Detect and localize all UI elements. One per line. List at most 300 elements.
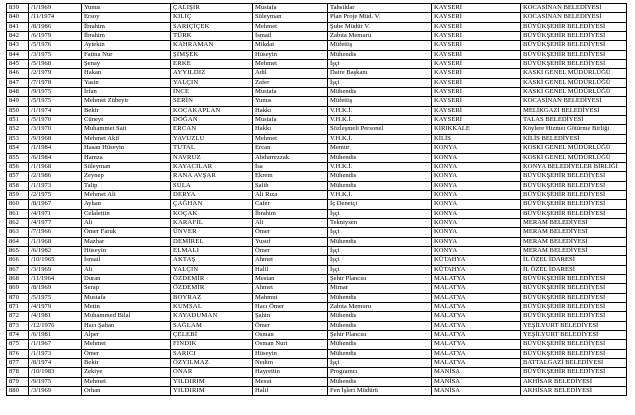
province-cell: MANİSA [432, 368, 521, 377]
institution-cell: Köylere Hizmet Götürme Birliği [521, 125, 627, 134]
position-cell: Şube Müdür V. [328, 22, 432, 31]
province-cell: KÜTAHYA [432, 265, 521, 274]
position-cell: V.H.K.İ. [328, 116, 432, 125]
surname-cell: DERYA [171, 190, 253, 199]
position-cell: Zabıta Memuru [328, 303, 432, 312]
province-cell: MALATYA [432, 274, 521, 283]
institution-cell: KOSKİ GENEL MÜDÜRLÜĞÜ [521, 153, 627, 162]
first-name-cell: İbrahim [82, 32, 171, 41]
surname-cell: KUMSAL [171, 303, 253, 312]
table-row [7, 312, 627, 321]
row-number-cell: 858 [7, 181, 29, 190]
province-cell: KONYA [432, 172, 521, 181]
table-row [7, 41, 627, 50]
table-row [7, 13, 627, 22]
row-number-cell: 850 [7, 106, 29, 115]
position-cell: Şehir Plancısı [328, 331, 432, 340]
birth-date-cell: /8/1969 [29, 284, 82, 293]
province-cell: KONYA [432, 200, 521, 209]
first-name-cell: Alper [82, 331, 171, 340]
birth-date-cell: /3/1975 [29, 50, 82, 59]
province-cell: KONYA [432, 237, 521, 246]
position-cell: Daire Başkanı [328, 69, 432, 78]
position-cell: V.H.K.İ. [328, 162, 432, 171]
position-cell: Tahsildar [328, 4, 432, 13]
row-number-cell: 870 [7, 293, 29, 302]
position-cell: V.H.K.İ. [328, 134, 432, 143]
institution-cell: BÜYÜKŞEHİR BELEDİYESİ [521, 41, 627, 50]
position-cell: Şehir Plancısı [328, 274, 432, 283]
row-number-cell: 875 [7, 340, 29, 349]
birth-date-cell: /4/1979 [29, 303, 82, 312]
province-cell: KAYSERİ [432, 116, 521, 125]
table-row [7, 153, 627, 162]
province-cell: KONYA [432, 218, 521, 227]
province-cell: MALATYA [432, 331, 521, 340]
father-name-cell: Ahmet [253, 256, 328, 265]
institution-cell: BÜYÜKŞEHİR BELEDİYESİ [521, 349, 627, 358]
row-number-cell: 851 [7, 116, 29, 125]
birth-date-cell: /1/1967 [29, 340, 82, 349]
father-name-cell: Mesut [253, 377, 328, 386]
province-cell: KONYA [432, 209, 521, 218]
row-number-cell: 866 [7, 256, 29, 265]
position-cell: Mühendis [328, 293, 432, 302]
table-row [7, 172, 627, 181]
table-row [7, 293, 627, 302]
father-name-cell: Mustafa [253, 116, 328, 125]
surname-cell: ÖZYILMAZ [171, 359, 253, 368]
province-cell: KONYA [432, 228, 521, 237]
surname-cell: KAYACILAR [171, 162, 253, 171]
surname-cell: YALÇIN [171, 265, 253, 274]
row-number-cell: 845 [7, 60, 29, 69]
institution-cell: BÜYÜKŞEHİR BELEDİYESİ [521, 274, 627, 283]
surname-cell: SARIÇİÇEK [171, 22, 253, 31]
institution-cell: BÜYÜKŞEHİR BELEDİYESİ [521, 293, 627, 302]
institution-cell: KOSKİ GENEL MÜDÜRLÜĞÜ [521, 144, 627, 153]
row-number-cell: 857 [7, 172, 29, 181]
father-name-cell: Ahmet [253, 284, 328, 293]
first-name-cell: Aytekin [82, 41, 171, 50]
birth-date-cell: /8/1986 [29, 22, 82, 31]
position-cell: İşçi [328, 209, 432, 218]
row-number-cell: 877 [7, 359, 29, 368]
province-cell: KONYA [432, 246, 521, 255]
first-name-cell: Muhammed Bilal [82, 312, 171, 321]
father-name-cell: Halil [253, 265, 328, 274]
birth-date-cell: /10/1983 [29, 368, 82, 377]
surname-cell: NAVRUZ [171, 153, 253, 162]
table-row [7, 331, 627, 340]
province-cell: KAYSERİ [432, 97, 521, 106]
birth-date-cell: /4/1971 [29, 209, 82, 218]
position-cell: Mimar [328, 284, 432, 293]
row-number-cell: 854 [7, 144, 29, 153]
institution-cell: TALAS BELEDİYESİ [521, 116, 627, 125]
province-cell: MANİSA [432, 377, 521, 386]
first-name-cell: Mehmet Akif [82, 134, 171, 143]
father-name-cell: Mustafa [253, 88, 328, 97]
first-name-cell: Muhammet Sait [82, 125, 171, 134]
birth-date-cell: /5/1976 [29, 41, 82, 50]
position-cell: Mühendis [328, 172, 432, 181]
surname-cell: ERKE [171, 60, 253, 69]
birth-date-cell: /1/1968 [29, 162, 82, 171]
first-name-cell: Hakan [82, 69, 171, 78]
first-name-cell: Zekiye [82, 368, 171, 377]
surname-cell: ÇALIŞIR [171, 4, 253, 13]
table-row [7, 181, 627, 190]
birth-date-cell: /1/1973 [29, 349, 82, 358]
institution-cell: BATTALGAZİ BELEDİYESİ [521, 359, 627, 368]
row-number-cell: 840 [7, 13, 29, 22]
first-name-cell: Ersoy [82, 13, 171, 22]
first-name-cell: Hasan Hüseyin [82, 144, 171, 153]
first-name-cell: Ömer Faruk [82, 228, 171, 237]
birth-date-cell: /2/1979 [29, 69, 82, 78]
birth-date-cell: /8/1974 [29, 359, 82, 368]
province-cell: KONYA [432, 181, 521, 190]
position-cell: Müfettiş [328, 41, 432, 50]
institution-cell: BÜYÜKŞEHİR BELEDİYESİ [521, 32, 627, 41]
institution-cell: BÜYÜKŞEHİR BELEDİYESİ [521, 368, 627, 377]
surname-cell: AKTAŞ [171, 256, 253, 265]
province-cell: KAYSERİ [432, 69, 521, 78]
father-name-cell: Osman Nuri [253, 340, 328, 349]
father-name-cell: Mustafa [253, 4, 328, 13]
surname-cell: DEMİREL [171, 237, 253, 246]
table-row [7, 274, 627, 283]
father-name-cell: Zafer [253, 78, 328, 87]
row-number-cell: 865 [7, 246, 29, 255]
birth-date-cell: /5/1975 [29, 293, 82, 302]
surname-cell: FINDIK [171, 340, 253, 349]
row-number-cell: 859 [7, 190, 29, 199]
birth-date-cell: /1/1968 [29, 237, 82, 246]
province-cell: KAYSERİ [432, 41, 521, 50]
institution-cell: YEŞİLYURT BELEDİYESİ [521, 321, 627, 330]
first-name-cell: Orhan [82, 387, 171, 396]
surname-cell: DOĞAN [171, 116, 253, 125]
birth-date-cell: /6/1984 [29, 153, 82, 162]
institution-cell: KONYA BELEDİYELER BİRLİĞİ [521, 162, 627, 171]
birth-date-cell: /1/1973 [29, 181, 82, 190]
first-name-cell: Metin [82, 303, 171, 312]
birth-date-cell: /9/1968 [29, 134, 82, 143]
province-cell: KONYA [432, 153, 521, 162]
father-name-cell: Salih [253, 181, 328, 190]
surname-cell: KAHRAMAN [171, 41, 253, 50]
surname-cell: ONAR [171, 368, 253, 377]
row-number-cell: 864 [7, 237, 29, 246]
row-number-cell: 874 [7, 331, 29, 340]
birth-date-cell: /9/1975 [29, 377, 82, 386]
institution-cell: KOCASİNAN BELEDİYESİ [521, 97, 627, 106]
table-row [7, 125, 627, 134]
row-number-cell: 842 [7, 32, 29, 41]
document-page [6, 3, 626, 396]
province-cell: MALATYA [432, 312, 521, 321]
province-cell: MALATYA [432, 349, 521, 358]
institution-cell: BÜYÜKŞEHİR BELEDİYESİ [521, 209, 627, 218]
row-number-cell: 843 [7, 41, 29, 50]
first-name-cell: Ayhan [82, 200, 171, 209]
surname-cell: ÇAĞHAN [171, 200, 253, 209]
birth-date-cell: /5/1970 [29, 116, 82, 125]
first-name-cell: Mehmet Zübeyir [82, 97, 171, 106]
position-cell: Mühendis [328, 321, 432, 330]
table-row [7, 60, 627, 69]
table-row [7, 377, 627, 386]
first-name-cell: Süleyman [82, 162, 171, 171]
father-name-cell: Yunus [253, 97, 328, 106]
row-number-cell: 880 [7, 387, 29, 396]
row-number-cell: 853 [7, 134, 29, 143]
row-number-cell: 879 [7, 377, 29, 386]
province-cell: KAYSERİ [432, 13, 521, 22]
institution-cell: BÜYÜKŞEHİR BELEDİYESİ [521, 50, 627, 59]
surname-cell: TÜRK [171, 32, 253, 41]
institution-cell: MERAM BELEDİYESİ [521, 246, 627, 255]
birth-date-cell: /11/1964 [29, 274, 82, 283]
position-cell: Mühendis [328, 349, 432, 358]
province-cell: KAYSERİ [432, 50, 521, 59]
father-name-cell: Mehmet [253, 134, 328, 143]
table-row [7, 284, 627, 293]
father-name-cell: Abdurrezzak [253, 153, 328, 162]
position-cell: İşçi [328, 265, 432, 274]
first-name-cell: Yunus [82, 4, 171, 13]
first-name-cell: İrfan [82, 88, 171, 97]
first-name-cell: İbrahim [82, 22, 171, 31]
father-name-cell: Mehmet [253, 60, 328, 69]
table-row [7, 97, 627, 106]
first-name-cell: Yasin [82, 78, 171, 87]
father-name-cell: Hakkı [253, 106, 328, 115]
first-name-cell: Talip [82, 181, 171, 190]
row-number-cell: 871 [7, 303, 29, 312]
position-cell: Mühendis [328, 50, 432, 59]
position-cell: Mühendis [328, 340, 432, 349]
institution-cell: KOCASİNAN BELEDİYESİ [521, 4, 627, 13]
province-cell: MALATYA [432, 340, 521, 349]
surname-cell: SERİN [171, 97, 253, 106]
position-cell: V.H.K.İ. [328, 190, 432, 199]
row-number-cell: 839 [7, 4, 29, 13]
institution-cell: AKHİSAR BELEDİYESİ [521, 377, 627, 386]
birth-date-cell: /5/1975 [29, 97, 82, 106]
father-name-cell: İsa [253, 162, 328, 171]
birth-date-cell: /1/1969 [29, 4, 82, 13]
province-cell: KAYSERİ [432, 4, 521, 13]
birth-date-cell: /3/1969 [29, 265, 82, 274]
first-name-cell: Mehmet [82, 340, 171, 349]
province-cell: KAYSERİ [432, 22, 521, 31]
personnel-table [6, 3, 627, 396]
position-cell: İşçi [328, 60, 432, 69]
surname-cell: KOÇAK [171, 209, 253, 218]
institution-cell: MERAM BELEDİYESİ [521, 237, 627, 246]
father-name-cell: Yusuf [253, 237, 328, 246]
province-cell: KONYA [432, 190, 521, 199]
first-name-cell: Bekir [82, 106, 171, 115]
table-row [7, 359, 627, 368]
first-name-cell: Şenay [82, 60, 171, 69]
position-cell: İşçi [328, 246, 432, 255]
position-cell: Mühendis [328, 181, 432, 190]
surname-cell: SULA [171, 181, 253, 190]
row-number-cell: 856 [7, 162, 29, 171]
first-name-cell: Mehmet [82, 377, 171, 386]
surname-cell: TUTAL [171, 144, 253, 153]
institution-cell: KASKİ GENEL MÜDÜRLÜĞÜ [521, 88, 627, 97]
row-number-cell: 868 [7, 274, 29, 283]
first-name-cell: Mehmet Ali [82, 190, 171, 199]
first-name-cell: Fatma Nur [82, 50, 171, 59]
surname-cell: SAĞLAM [171, 321, 253, 330]
row-number-cell: 878 [7, 368, 29, 377]
surname-cell: ÖZDEMİR [171, 284, 253, 293]
table-row [7, 88, 627, 97]
position-cell: Mühendis [328, 312, 432, 321]
father-name-cell: Mikdat [253, 41, 328, 50]
first-name-cell: Serap [82, 284, 171, 293]
row-number-cell: 876 [7, 349, 29, 358]
institution-cell: BÜYÜKŞEHİR BELEDİYESİ [521, 312, 627, 321]
institution-cell: BÜYÜKŞEHİR BELEDİYESİ [521, 284, 627, 293]
institution-cell: BÜYÜKŞEHİR BELEDİYESİ [521, 200, 627, 209]
table-row [7, 106, 627, 115]
birth-date-cell: /1/1974 [29, 106, 82, 115]
institution-cell: BÜYÜKŞEHİR BELEDİYESİ [521, 190, 627, 199]
institution-cell: AKHİSAR BELEDİYESİ [521, 387, 627, 396]
institution-cell: YEŞİLYURT BELEDİYESİ [521, 331, 627, 340]
province-cell: MALATYA [432, 284, 521, 293]
surname-cell: AYYILDIZ [171, 69, 253, 78]
birth-date-cell: /10/1965 [29, 256, 82, 265]
surname-cell: KILIÇ [171, 13, 253, 22]
birth-date-cell: /11/1974 [29, 13, 82, 22]
father-name-cell: Adil [253, 69, 328, 78]
table-row [7, 228, 627, 237]
father-name-cell: Ömer [253, 246, 328, 255]
father-name-cell: Ercan [253, 144, 328, 153]
birth-date-cell: /8/1967 [29, 200, 82, 209]
birth-date-cell: /4/1981 [29, 312, 82, 321]
surname-cell: YALÇIN [171, 78, 253, 87]
institution-cell: KİLİS BELEDİYESİ [521, 134, 627, 143]
row-number-cell: 847 [7, 78, 29, 87]
position-cell: Mühendis [328, 377, 432, 386]
father-name-cell: Ali [253, 218, 328, 227]
table-row [7, 218, 627, 227]
first-name-cell: Ali [82, 218, 171, 227]
table-row [7, 69, 627, 78]
table-row [7, 162, 627, 171]
father-name-cell: Hacı Ömer [253, 303, 328, 312]
institution-cell: BÜYÜKŞEHİR BELEDİYESİ [521, 303, 627, 312]
birth-date-cell: /6/1979 [29, 32, 82, 41]
father-name-cell: İsmail [253, 32, 328, 41]
province-cell: KAYSERİ [432, 106, 521, 115]
province-cell: KÜTAHYA [432, 256, 521, 265]
surname-cell: YILDIRIM [171, 377, 253, 386]
surname-cell: ÇELEBİ [171, 331, 253, 340]
first-name-cell: Duran [82, 274, 171, 283]
birth-date-cell: /12/1976 [29, 321, 82, 330]
surname-cell: ÜNVER [171, 228, 253, 237]
first-name-cell: Zeynep [82, 172, 171, 181]
father-name-cell: Halil [253, 387, 328, 396]
first-name-cell: Mazhar [82, 237, 171, 246]
province-cell: MALATYA [432, 303, 521, 312]
row-number-cell: 846 [7, 69, 29, 78]
position-cell: Sözleşmeli Personel [328, 125, 432, 134]
row-number-cell: 844 [7, 50, 29, 59]
first-name-cell: Mustafa [82, 293, 171, 302]
row-number-cell: 862 [7, 218, 29, 227]
position-cell: Fen İşleri Müdürü [328, 387, 432, 396]
table-row [7, 246, 627, 255]
province-cell: MALATYA [432, 293, 521, 302]
surname-cell: RANA AVŞAR [171, 172, 253, 181]
province-cell: KAYSERİ [432, 32, 521, 41]
institution-cell: BÜYÜKŞEHİR BELEDİYESİ [521, 22, 627, 31]
father-name-cell: Nedim [253, 359, 328, 368]
institution-cell: KASKİ GENEL MÜDÜRLÜĞÜ [521, 78, 627, 87]
position-cell: V.H.K.İ. [328, 106, 432, 115]
institution-cell: BÜYÜKŞEHİR BELEDİYESİ [521, 181, 627, 190]
institution-cell: MERAM BELEDİYESİ [521, 228, 627, 237]
position-cell: Zabıta Memuru [328, 32, 432, 41]
table-row [7, 303, 627, 312]
position-cell: İşçi [328, 359, 432, 368]
first-name-cell: Hacı Şaban [82, 321, 171, 330]
table-row [7, 200, 627, 209]
birth-date-cell: /6/1982 [29, 246, 82, 255]
first-name-cell: Bekir [82, 359, 171, 368]
father-name-cell: Mestan [253, 274, 328, 283]
father-name-cell: Hakkı [253, 125, 328, 134]
row-number-cell: 849 [7, 97, 29, 106]
row-number-cell: 873 [7, 321, 29, 330]
table-row [7, 144, 627, 153]
table-row [7, 368, 627, 377]
surname-cell: ERCAN [171, 125, 253, 134]
row-number-cell: 872 [7, 312, 29, 321]
table-row [7, 340, 627, 349]
table-row [7, 78, 627, 87]
father-name-cell: Hüseyin [253, 50, 328, 59]
father-name-cell: Mehmet [253, 22, 328, 31]
birth-date-cell: /6/1981 [29, 331, 82, 340]
province-cell: KAYSERİ [432, 60, 521, 69]
father-name-cell: Ömer [253, 228, 328, 237]
surname-cell: ÖZDEMİR [171, 274, 253, 283]
institution-cell: İL ÖZEL İDARESİ [521, 256, 627, 265]
province-cell: MALATYA [432, 321, 521, 330]
father-name-cell: Cafer [253, 200, 328, 209]
birth-date-cell: /3/1969 [29, 387, 82, 396]
father-name-cell: Osman [253, 331, 328, 340]
position-cell: Tekniysen [328, 218, 432, 227]
table-row [7, 321, 627, 330]
surname-cell: ŞİMŞEK [171, 50, 253, 59]
row-number-cell: 855 [7, 153, 29, 162]
row-number-cell: 841 [7, 22, 29, 31]
position-cell: İşçi [328, 256, 432, 265]
